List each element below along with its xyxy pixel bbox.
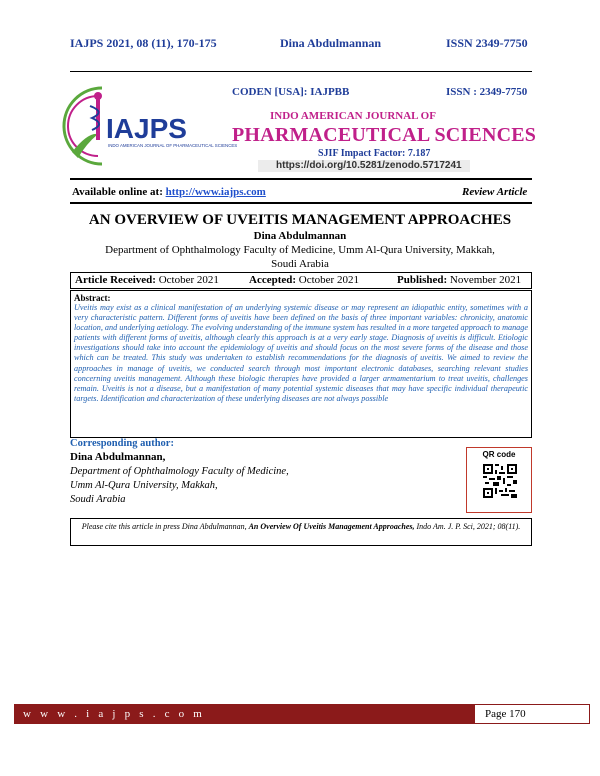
- logo-text: IAJPS: [106, 113, 187, 144]
- journal-logo: [58, 80, 238, 168]
- article-dates: [70, 272, 532, 289]
- date-received: Article Received: October 2021: [75, 274, 219, 286]
- running-header: [0, 36, 600, 52]
- masthead-divider-bottom: [70, 202, 532, 204]
- article-type: Review Article: [462, 186, 528, 198]
- journal-name-line2: PHARMACEUTICAL SCIENCES: [232, 124, 537, 146]
- qr-code-icon: [483, 464, 517, 498]
- author-affiliation: [84, 243, 516, 271]
- logo-subtext: INDO AMERICAN JOURNAL OF PHARMACEUTICAL SCIENCES: [108, 143, 238, 148]
- masthead-issn: ISSN : 2349-7750: [446, 86, 528, 98]
- doi-link[interactable]: https://doi.org/10.5281/zenodo.5717241: [276, 160, 462, 171]
- corresponding-affiliation-2: Umm Al-Qura University, Makkah,: [70, 480, 218, 491]
- article-title: AN OVERVIEW OF UVEITIS MANAGEMENT APPROACHES: [88, 212, 512, 228]
- running-header-author: Dina Abdulmannan: [280, 36, 382, 50]
- availability-label: Available online at:: [72, 186, 166, 198]
- abstract-text: Uveitis may exist as a clinical manifestation of an underlying systemic disease or may represent an idiopathic entity, sometimes with a very characteristic pattern. Different forms of uveitis have been defined on the basis of three important variables: chronicity, anatomic location, and underlying aetiology. The evolving understanding of the immune system has resulted in a more targeted approach to manage patients with different forms of uveitis, although clearly this approach is at a very early stage. Diagnosis of uveitis is difficult. Etiologic investigations should take into account the epidemiology of uveitis and should focus on the most severe forms of the disease and those which can be treated. This study was undertaken to establish recommendations for the diagnosis of uveitis. We aimed to review the approaches in manage of uveitis, we conducted search through most important electronic databases, searching relevant studies concerning uveitis management. Although these biologic therapies have provided a larger armamentarium to treat uveitis, challenges remain. Uveitis is not a disease, but a manifestation of many potential systemic diseases that may have specific individual therapeutic targets. Identification and characterization of these underlying diseases are not always possible: [74, 303, 528, 403]
- impact-factor: SJIF Impact Factor: 7.187: [318, 148, 431, 159]
- affiliation-line-1: Department of Ophthalmology Faculty of Medicine, Umm Al-Qura University, Makkah,: [105, 244, 495, 256]
- date-published: Published: November 2021: [397, 274, 522, 286]
- journal-url-link[interactable]: http://www.iajps.com: [165, 186, 266, 198]
- coden: CODEN [USA]: IAJPBB: [232, 86, 350, 98]
- corresponding-affiliation-1: Department of Ophthalmology Faculty of Medicine,: [70, 466, 289, 477]
- corresponding-author-name: Dina Abdulmannan,: [70, 451, 166, 463]
- qr-code-label: QR code: [482, 450, 516, 459]
- header-divider: [70, 71, 532, 72]
- footer-url[interactable]: w w w . i a j p s . c o m: [23, 708, 206, 720]
- qr-code-box: [466, 447, 532, 513]
- corresponding-affiliation-3: Soudi Arabia: [70, 494, 126, 505]
- article-author: Dina Abdulmannan: [253, 230, 347, 242]
- page-number: Page 170: [485, 708, 526, 720]
- citation-prefix: Please cite this article in press Dina Abdulmannan,: [81, 522, 249, 531]
- availability: [72, 186, 266, 198]
- citation-title: An Overview Of Uveitis Management Approaches,: [248, 522, 415, 531]
- date-accepted: Accepted: October 2021: [249, 274, 359, 286]
- corresponding-author-label: Corresponding author:: [70, 438, 174, 449]
- running-header-issn: ISSN 2349-7750: [446, 36, 528, 50]
- page-footer: [14, 704, 590, 724]
- citation-box: [70, 518, 532, 546]
- abstract-label: Abstract:: [74, 293, 111, 303]
- journal-name-line1: INDO AMERICAN JOURNAL OF: [270, 110, 436, 122]
- running-header-citation: IAJPS 2021, 08 (11), 170-175: [70, 36, 217, 50]
- masthead-divider-top: [70, 178, 532, 180]
- abstract-box: [70, 290, 532, 438]
- affiliation-line-2: Soudi Arabia: [271, 258, 329, 270]
- citation-suffix: Indo Am. J. P. Sci, 2021; 08(11).: [414, 522, 521, 531]
